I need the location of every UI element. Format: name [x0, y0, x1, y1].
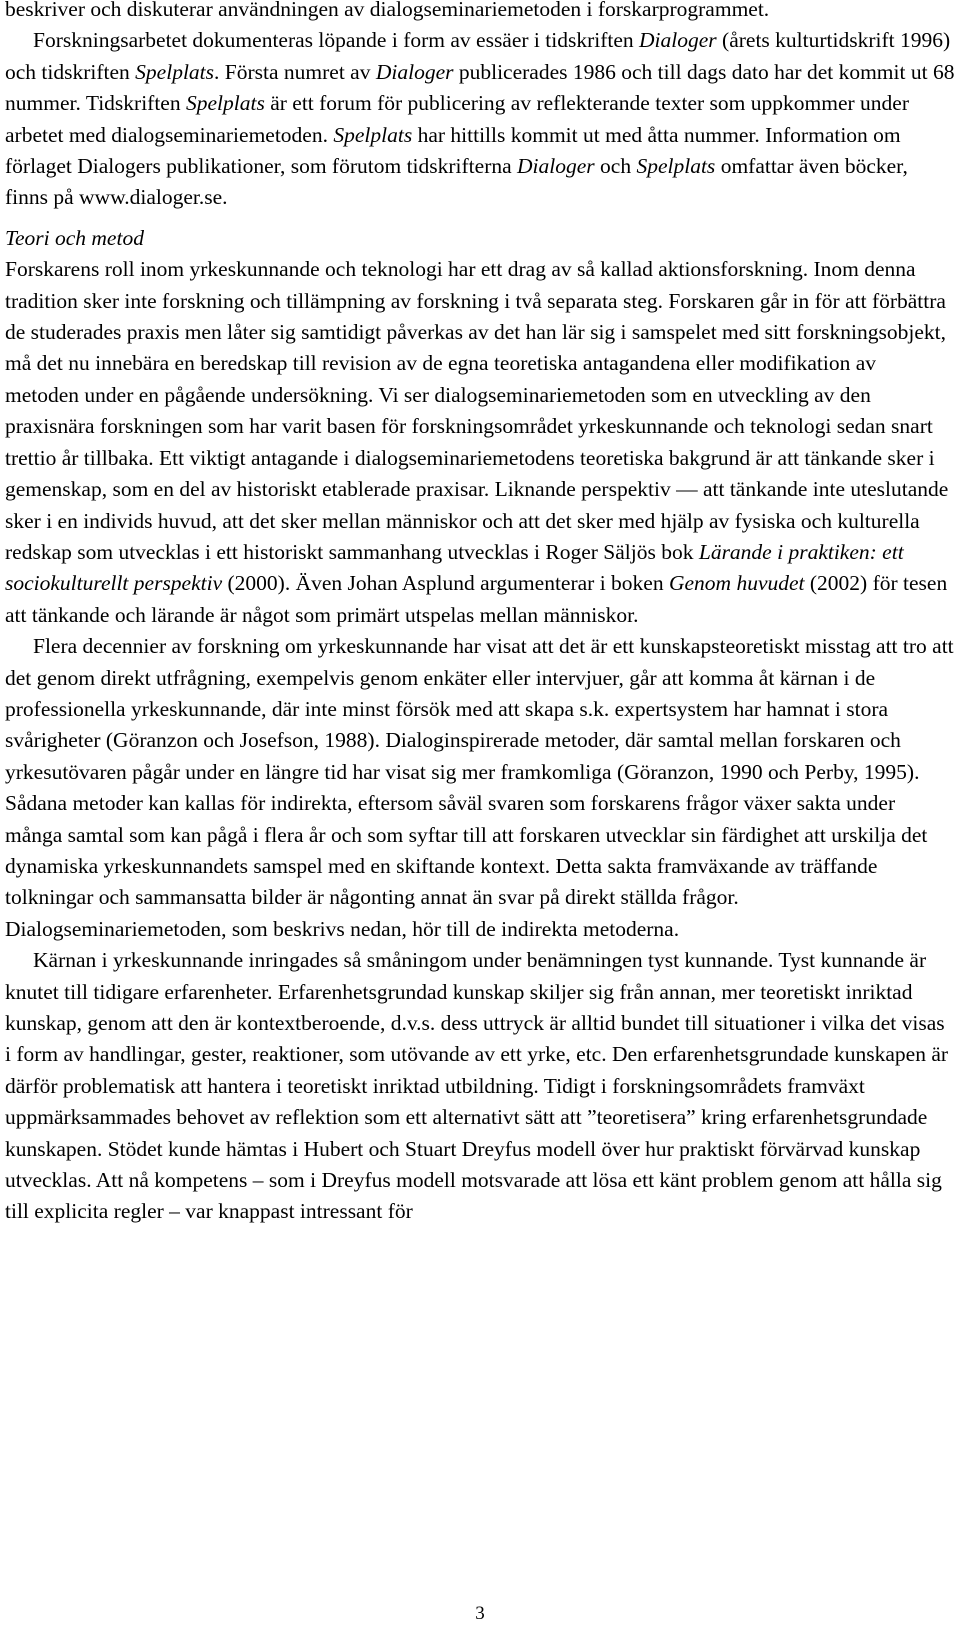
- text-run: beskriver och diskuterar användningen av dialogseminariemetoden i forskarprogrammet.: [5, 0, 770, 21]
- text-run: . Första numret av: [214, 59, 376, 84]
- text-run: Kärnan i yrkeskunnande inringades så småningom under benämningen tyst kunnande. Tyst kunnande är knutet till tidigare erfarenheter. Erfarenhetsgrundad kunskap skiljer sig från annan, mer teoretiskt inriktad kunskap, genom att den är kontextberoende, d.v.s. dess uttryck är alltid bundet till situationer i vilka det visas i form av handlingar, gester, reaktioner, som utövande av ett yrke, etc. Den erfarenhetsgrundade kunskapen är därför problematisk att hantera i teoretiskt inriktad utbildning. Tidigt i forskningsområdets framväxt uppmärksammades behovet av reflektion som ett alternativt sätt att ”teoretisera” kring erfarenhetsgrundade kunskapen. Stödet kunde hämtas i Hubert och Stuart Dreyfus modell över hur praktiskt förvärvad kunskap utvecklas. Att nå kompetens – som i Dreyfus modell motsvarade att lösa ett känt problem genom att hålla sig till explicita regler – var knappast intressant för: [5, 948, 949, 1224]
- italic-title: Lärande i praktiken: ett sociokulturellt perspektiv: [5, 539, 904, 596]
- italic-title: Dialoger: [639, 28, 717, 53]
- section-heading-theory-method: [5, 223, 955, 254]
- paragraph-action-research: [5, 254, 955, 631]
- paragraph-intro-end: [5, 0, 955, 25]
- italic-title: Spelplats: [135, 59, 215, 84]
- italic-title: Spelplats: [185, 91, 265, 116]
- paragraph-publications: [5, 25, 955, 213]
- italic-title: Spelplats: [333, 122, 413, 147]
- italic-title: Dialoger: [375, 59, 454, 84]
- text-run: publicerades 1986 och till dags dato har det kommit ut 68 nummer. Tidskriften: [5, 59, 955, 116]
- text-run: Flera decennier av forskning om yrkeskunnande har visat att det är ett kunskapsteoretiskt misstag att tro att det genom direkt utfrågning, exempelvis genom enkäter eller intervjuer, går att komma åt kärnan i de professionella yrkeskunnande, där inte minst försök med att skapa s.k. expertsystem har hamnat i stora svårigheter (Göranzon och Josefson, 1988). Dialoginspirerade metoder, där samtal mellan forskaren och yrkesutövaren pågår under en längre tid har visat sig mer framkomliga (Göranzon, 1990 och Perby, 1995). Sådana metoder kan kallas för indirekta, eftersom såväl svaren som forskarens frågor växer sakta under många samtal som kan pågå i flera år och som syftar till att forskaren utvecklar sin färdighet att urskilja det dynamiska yrkeskunnandets samspel med en skiftande kontext. Detta sakta framväxande av träffande tolkningar och sammansatta bilder är någonting annat än svar på direkt ställda frågor. Dialogseminariemetoden, som beskrivs nedan, hör till de indirekta metoderna.: [5, 634, 954, 941]
- paragraph-tacit-knowledge: [5, 945, 955, 1228]
- document-page: [5, 0, 955, 1228]
- paragraph-tacit-research: [5, 631, 955, 945]
- text-run: (2002) för tesen att tänkande och lärande är något som primärt utspelas mellan människor.: [5, 571, 948, 627]
- text-run: omfattar även böcker, finns på www.dialoger.se.: [5, 154, 908, 210]
- text-run: Teori och metod: [5, 225, 144, 250]
- text-run: har hittills kommit ut med åtta nummer. Information om förlaget Dialogers publikationer, som förutom tidskrifterna: [5, 122, 901, 179]
- body-text: [5, 0, 955, 1228]
- italic-title: Spelplats: [636, 154, 716, 179]
- text-run: och: [594, 154, 637, 179]
- page-number: 3: [475, 1603, 485, 1624]
- text-run: Forskningsarbetet dokumenteras löpande i form av essäer i tidskriften: [33, 28, 640, 53]
- italic-title: Genom huvudet: [668, 571, 805, 596]
- text-run: (årets kulturtidskrift 1996) och tidskriften: [5, 28, 951, 84]
- italic-title: Dialoger: [517, 154, 595, 179]
- text-run: Forskarens roll inom yrkeskunnande och teknologi har ett drag av så kallad aktionsforskning. Inom denna tradition sker inte forskning och tillämpning av forskning i två separata steg. Forskaren går in för att förbättra de studerades praxis men låter sig samtidigt påverkas av det han lär sig i samspelet med sitt forskningsobjekt, må det nu innebära en beredskap till revision av de egna teoretiska antagandena eller modifikation av metoden under en pågående undersökning. Vi ser dialogseminariemetoden som en utveckling av den praxisnära forskningen som har varit basen för forskningsområdet yrkeskunnande och teknologi sedan snart trettio år tillbaka. Ett viktigt antagande i dialogseminariemetodens teoretiska bakgrund är att tänkande sker i gemenskap, som en del av historiskt etablerade praxisar. Liknande perspektiv — att tänkande inte uteslutande sker i en individs huvud, att det sker mellan människor och att det sker med hjälp av fysiska och kulturella redskap som utvecklas i ett historiskt sammanhang utvecklas i Roger Säljös bok: [5, 257, 949, 564]
- text-run: är ett forum för publicering av reflekterande texter som uppkommer under arbetet med dialogseminariemetoden.: [5, 91, 909, 147]
- text-run: (2000). Även Johan Asplund argumenterar i boken: [222, 571, 669, 596]
